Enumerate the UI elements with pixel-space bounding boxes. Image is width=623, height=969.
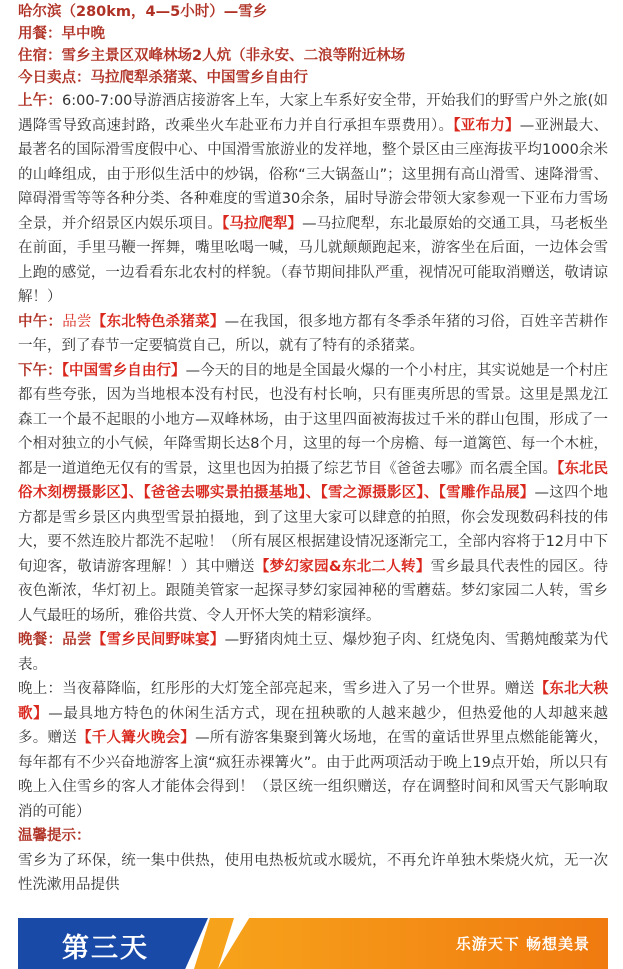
afternoon-text-3: 雪乡最具代表性的园区。待夜色渐浓，华灯初上。跟随美管家一起探寻梦幻家园神秘的雪蘑菇。梦幻家园二人转，雪乡人气最旺的场所，雅俗共赏、令人开怀大笑的精彩演绎。: [18, 558, 608, 624]
itinerary-day-content: [18, 1, 608, 898]
highlight-info: 今日卖点：马拉爬犁杀猪菜、中国雪乡自由行: [18, 70, 308, 86]
day-label: 第三天: [62, 933, 149, 964]
wild-feast-tag: 【雪乡民间野味宴】: [91, 632, 225, 648]
afternoon-text-2: —这四个地方都是雪乡景区内典型雪景拍摄地，到了这里大家可以肆意的拍照，你会发现数码科技的伟大，要不然连胶片都洗不起啦！（所有展区根据建设情况逐渐完工，全部内容将于12月中下旬迎客，敬请游客理解！）其中赠送: [18, 485, 608, 575]
morning-label: 上午：: [18, 93, 63, 109]
banner-slogan: 乐游天下 畅想美景: [455, 935, 590, 953]
yabuli-tag: 【亚布力】: [453, 117, 520, 134]
noon-section: [18, 310, 608, 359]
route-title: 哈尔滨（280km，4—5小时）—雪乡: [18, 4, 268, 20]
morning-text-3: —马拉爬犁，东北最原始的交通工具，马老板坐在前面，手里马鞭一挥舞，嘴里吆喝一喊，马儿就颠颠跑起来，游客坐在后面，一边体会雪上跑的感觉，一边看看东北农村的样貌。（春节期间排队严重，视情况可能取消赠送，敬请谅解！）: [18, 215, 609, 305]
afternoon-section: [18, 359, 608, 629]
morning-text-2: —亚洲最大、最著名的国际滑雪度假中心、中国滑雪旅游业的发祥地，整个景区由三座海拔平均1000余米的山峰组成，由于形似生活中的炒锅，俗称“三大锅盔山”；这里拥有高山滑雪、速降滑雪、障碍滑雪等等各种分类、各种难度的雪道30余条，届时导游会带领大家参观一下亚布力雪场全景，并介绍景区内娱乐项目。: [18, 117, 608, 232]
dream-garden-tag: 【梦幻家园&东北二人转】: [254, 558, 431, 575]
dinner-text: —野猪肉炖土豆、爆炒狍子肉、红烧兔肉、雪鹅炖酸菜为代表。: [18, 632, 609, 673]
lodging-info: 住宿：雪乡主景区双峰林场2人炕（非永安、二浪等附近林场: [18, 48, 406, 64]
photo-areas-tag: 【东北民俗木刻楞摄影区】、【爸爸去哪实景拍摄基地】、【雪之源摄影区】、【雪雕作品展】: [18, 460, 609, 501]
evening-text-1: 当夜幕降临，红彤彤的大灯笼全部亮起来，雪乡进入了另一个世界。赠送: [62, 681, 535, 697]
dinner-section: [18, 628, 608, 677]
tips-text: 雪乡为了环保，统一集中供热，使用电热板炕或水暖炕，不再允许单独木柴烧火炕，无一次性洗漱用品提供: [18, 852, 608, 893]
evening-section: [18, 677, 608, 824]
afternoon-text-1: —今天的目的地是全国最火爆的一个小村庄，其实说她是一个村庄都有些夸张，因为当地根本没有村民，也没有村长响，只有匪夷所思的雪景。这里是黑龙江森工一个最不起眼的小地方—双峰林场，由于这里四面被海拔过千米的群山包围，形成了一个相对独立的小气候，年降雪期长达8个月，这里的每一个房檐、每一道篱笆、每一个木桩，都是一道道绝无仅有的雪景，这里也因为拍摄了综艺节目《爸爸去哪》而名震全国。: [18, 362, 609, 477]
evening-text-2: —最具地方特色的休闲生活方式，现在扭秧歌的人越来越少，但热爱他的人却越来越多。赠送: [18, 705, 609, 746]
noon-text: —在我国，很多地方都有冬季杀年猪的习俗，百姓辛苦耕作一年，到了春节一定要犒赏自己，所以，就有了特有的杀猪菜。: [18, 313, 609, 354]
dinner-label: 晚餐：品尝: [18, 632, 92, 648]
day-banner: [18, 918, 608, 969]
pig-feast-tag: 【东北特色杀猪菜】: [91, 313, 225, 330]
evening-text-3: —所有游客集聚到篝火场地，在雪的童话世界里点燃能能篝火，每年都有不少兴奋地游客上演“疯狂赤裸篝火”。由于此两项活动于晚上19点开始，所以只有晚上入住雪乡的客人才能体会得到！（景区统一组织赠送，存在调整时间和风雪天气影响取消的可能）: [18, 730, 609, 820]
horse-sled-tag: 【马拉爬犁】: [221, 215, 303, 232]
morning-section: [18, 89, 608, 310]
noon-pin: 品尝: [62, 313, 92, 330]
afternoon-label: 下午：: [18, 362, 62, 379]
yangge-tag: 【东北大秧歌】: [18, 681, 609, 722]
morning-text-1: 6:00-7:00导游酒店接游客上车，大家上车系好安全带，开始我们的野雪户外之旅(如遇降雪导致高速封路，改乘坐火车赴亚布力并自行承担车票费用）。: [18, 93, 608, 134]
tips-title: 温馨提示：: [18, 828, 91, 844]
noon-label: 中午：: [18, 313, 63, 330]
snow-town-tag: 【中国雪乡自由行】: [61, 362, 186, 379]
bonfire-tag: 【千人篝火晚会】: [77, 730, 196, 746]
evening-label: 晚上：: [18, 681, 63, 697]
meals-info: 用餐：早中晚: [18, 26, 105, 42]
